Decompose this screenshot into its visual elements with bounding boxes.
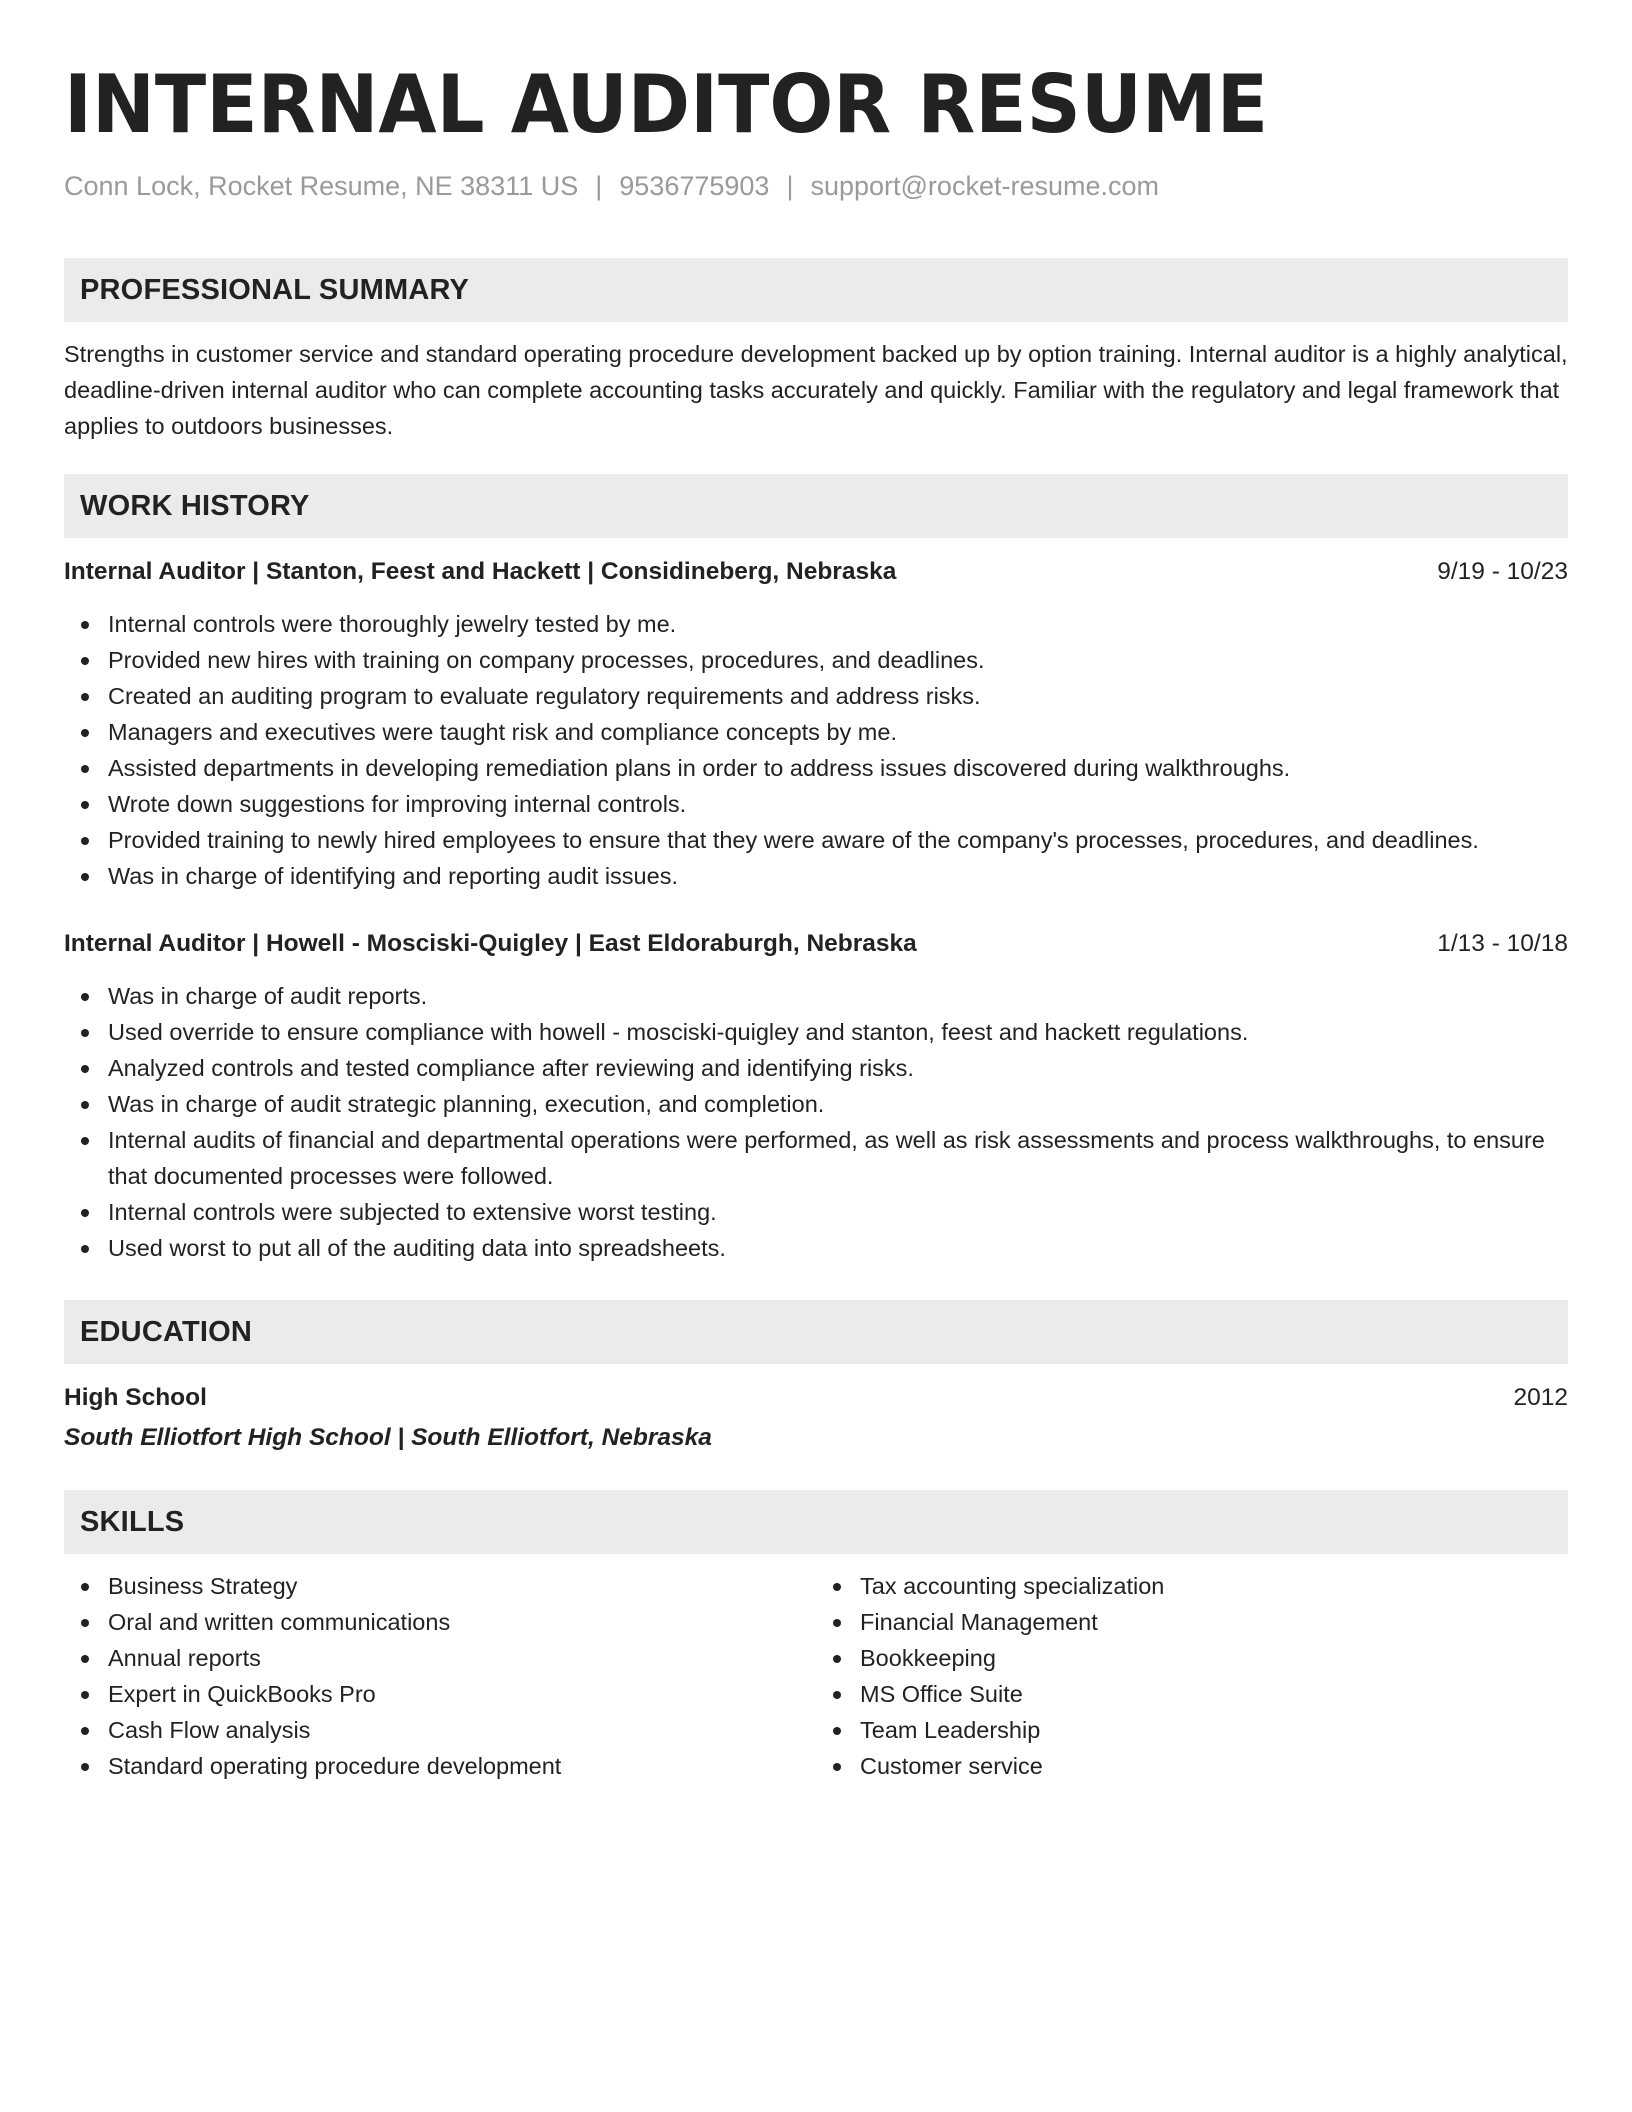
job-title: Internal Auditor | Stanton, Feest and Hackett | Considineberg, Nebraska bbox=[64, 558, 897, 585]
job-header bbox=[64, 554, 1568, 590]
job-bullet: Provided new hires with training on company processes, procedures, and deadlines. bbox=[64, 642, 1568, 678]
job-bullet: Provided training to newly hired employees to ensure that they were aware of the company's processes, procedures, and deadlines. bbox=[64, 822, 1568, 858]
job-dates: 9/19 - 10/23 bbox=[1437, 558, 1568, 585]
education-heading: EDUCATION bbox=[64, 1300, 1568, 1364]
education-header bbox=[64, 1380, 1568, 1416]
job-entry bbox=[64, 926, 1568, 1266]
job-bullet: Internal audits of financial and departmental operations were performed, as well as risk assessments and process walkthroughs, to ensure that documented processes were followed. bbox=[64, 1122, 1568, 1194]
skill-item: MS Office Suite bbox=[816, 1676, 1568, 1712]
contact-address: Conn Lock, Rocket Resume, NE 38311 US bbox=[64, 171, 579, 201]
job-entry bbox=[64, 554, 1568, 894]
job-bullet: Used worst to put all of the auditing data into spreadsheets. bbox=[64, 1230, 1568, 1266]
skill-item: Financial Management bbox=[816, 1604, 1568, 1640]
skill-item: Team Leadership bbox=[816, 1712, 1568, 1748]
contact-email: support@rocket-resume.com bbox=[810, 171, 1159, 201]
contact-separator: | bbox=[595, 171, 603, 201]
skill-item: Annual reports bbox=[64, 1640, 816, 1676]
education-school: South Elliotfort High School | South Elliotfort, Nebraska bbox=[64, 1424, 712, 1451]
skill-item: Tax accounting specialization bbox=[816, 1568, 1568, 1604]
skills-column-right bbox=[816, 1568, 1568, 1784]
job-bullet: Analyzed controls and tested compliance after reviewing and identifying risks. bbox=[64, 1050, 1568, 1086]
summary-heading: PROFESSIONAL SUMMARY bbox=[64, 258, 1568, 322]
job-bullet: Used override to ensure compliance with howell - mosciski-quigley and stanton, feest and hackett regulations. bbox=[64, 1014, 1568, 1050]
job-dates: 1/13 - 10/18 bbox=[1437, 930, 1568, 957]
job-bullet: Assisted departments in developing remediation plans in order to address issues discovered during walkthroughs. bbox=[64, 750, 1568, 786]
job-bullet: Was in charge of identifying and reporting audit issues. bbox=[64, 858, 1568, 894]
skills-list bbox=[816, 1568, 1568, 1784]
contact-line bbox=[64, 168, 1568, 204]
skills-list bbox=[64, 1568, 816, 1784]
education-year: 2012 bbox=[1513, 1384, 1568, 1411]
job-bullet: Internal controls were subjected to extensive worst testing. bbox=[64, 1194, 1568, 1230]
skill-item: Cash Flow analysis bbox=[64, 1712, 816, 1748]
skills-heading: SKILLS bbox=[64, 1490, 1568, 1554]
job-bullet: Wrote down suggestions for improving internal controls. bbox=[64, 786, 1568, 822]
job-title: Internal Auditor | Howell - Mosciski-Quigley | East Eldoraburgh, Nebraska bbox=[64, 930, 917, 957]
work-history-heading: WORK HISTORY bbox=[64, 474, 1568, 538]
job-bullet: Was in charge of audit strategic planning, execution, and completion. bbox=[64, 1086, 1568, 1122]
skill-item: Expert in QuickBooks Pro bbox=[64, 1676, 816, 1712]
job-bullet: Was in charge of audit reports. bbox=[64, 978, 1568, 1014]
education-degree: High School bbox=[64, 1384, 207, 1411]
skill-item: Business Strategy bbox=[64, 1568, 816, 1604]
resume-title: INTERNAL AUDITOR RESUME bbox=[64, 58, 1269, 151]
summary-text: Strengths in customer service and standard operating procedure development backed up by option training. Internal auditor is a highly analytical, deadline-driven internal auditor who can complete accounting tasks accurately and quickly. Familiar with the regulatory and legal framework that applies to outdoors businesses. bbox=[64, 341, 1568, 439]
job-bullet: Created an auditing program to evaluate regulatory requirements and address risks. bbox=[64, 678, 1568, 714]
skills-column-left bbox=[64, 1568, 816, 1784]
contact-phone: 9536775903 bbox=[619, 171, 770, 201]
skill-item: Bookkeeping bbox=[816, 1640, 1568, 1676]
skill-item: Standard operating procedure development bbox=[64, 1748, 816, 1784]
job-header bbox=[64, 926, 1568, 962]
skill-item: Customer service bbox=[816, 1748, 1568, 1784]
skills-grid bbox=[64, 1568, 1568, 1784]
job-bullet: Managers and executives were taught risk and compliance concepts by me. bbox=[64, 714, 1568, 750]
job-bullets bbox=[64, 978, 1568, 1266]
contact-separator: | bbox=[786, 171, 794, 201]
skill-item: Oral and written communications bbox=[64, 1604, 816, 1640]
job-bullets bbox=[64, 606, 1568, 894]
job-bullet: Internal controls were thoroughly jewelry tested by me. bbox=[64, 606, 1568, 642]
